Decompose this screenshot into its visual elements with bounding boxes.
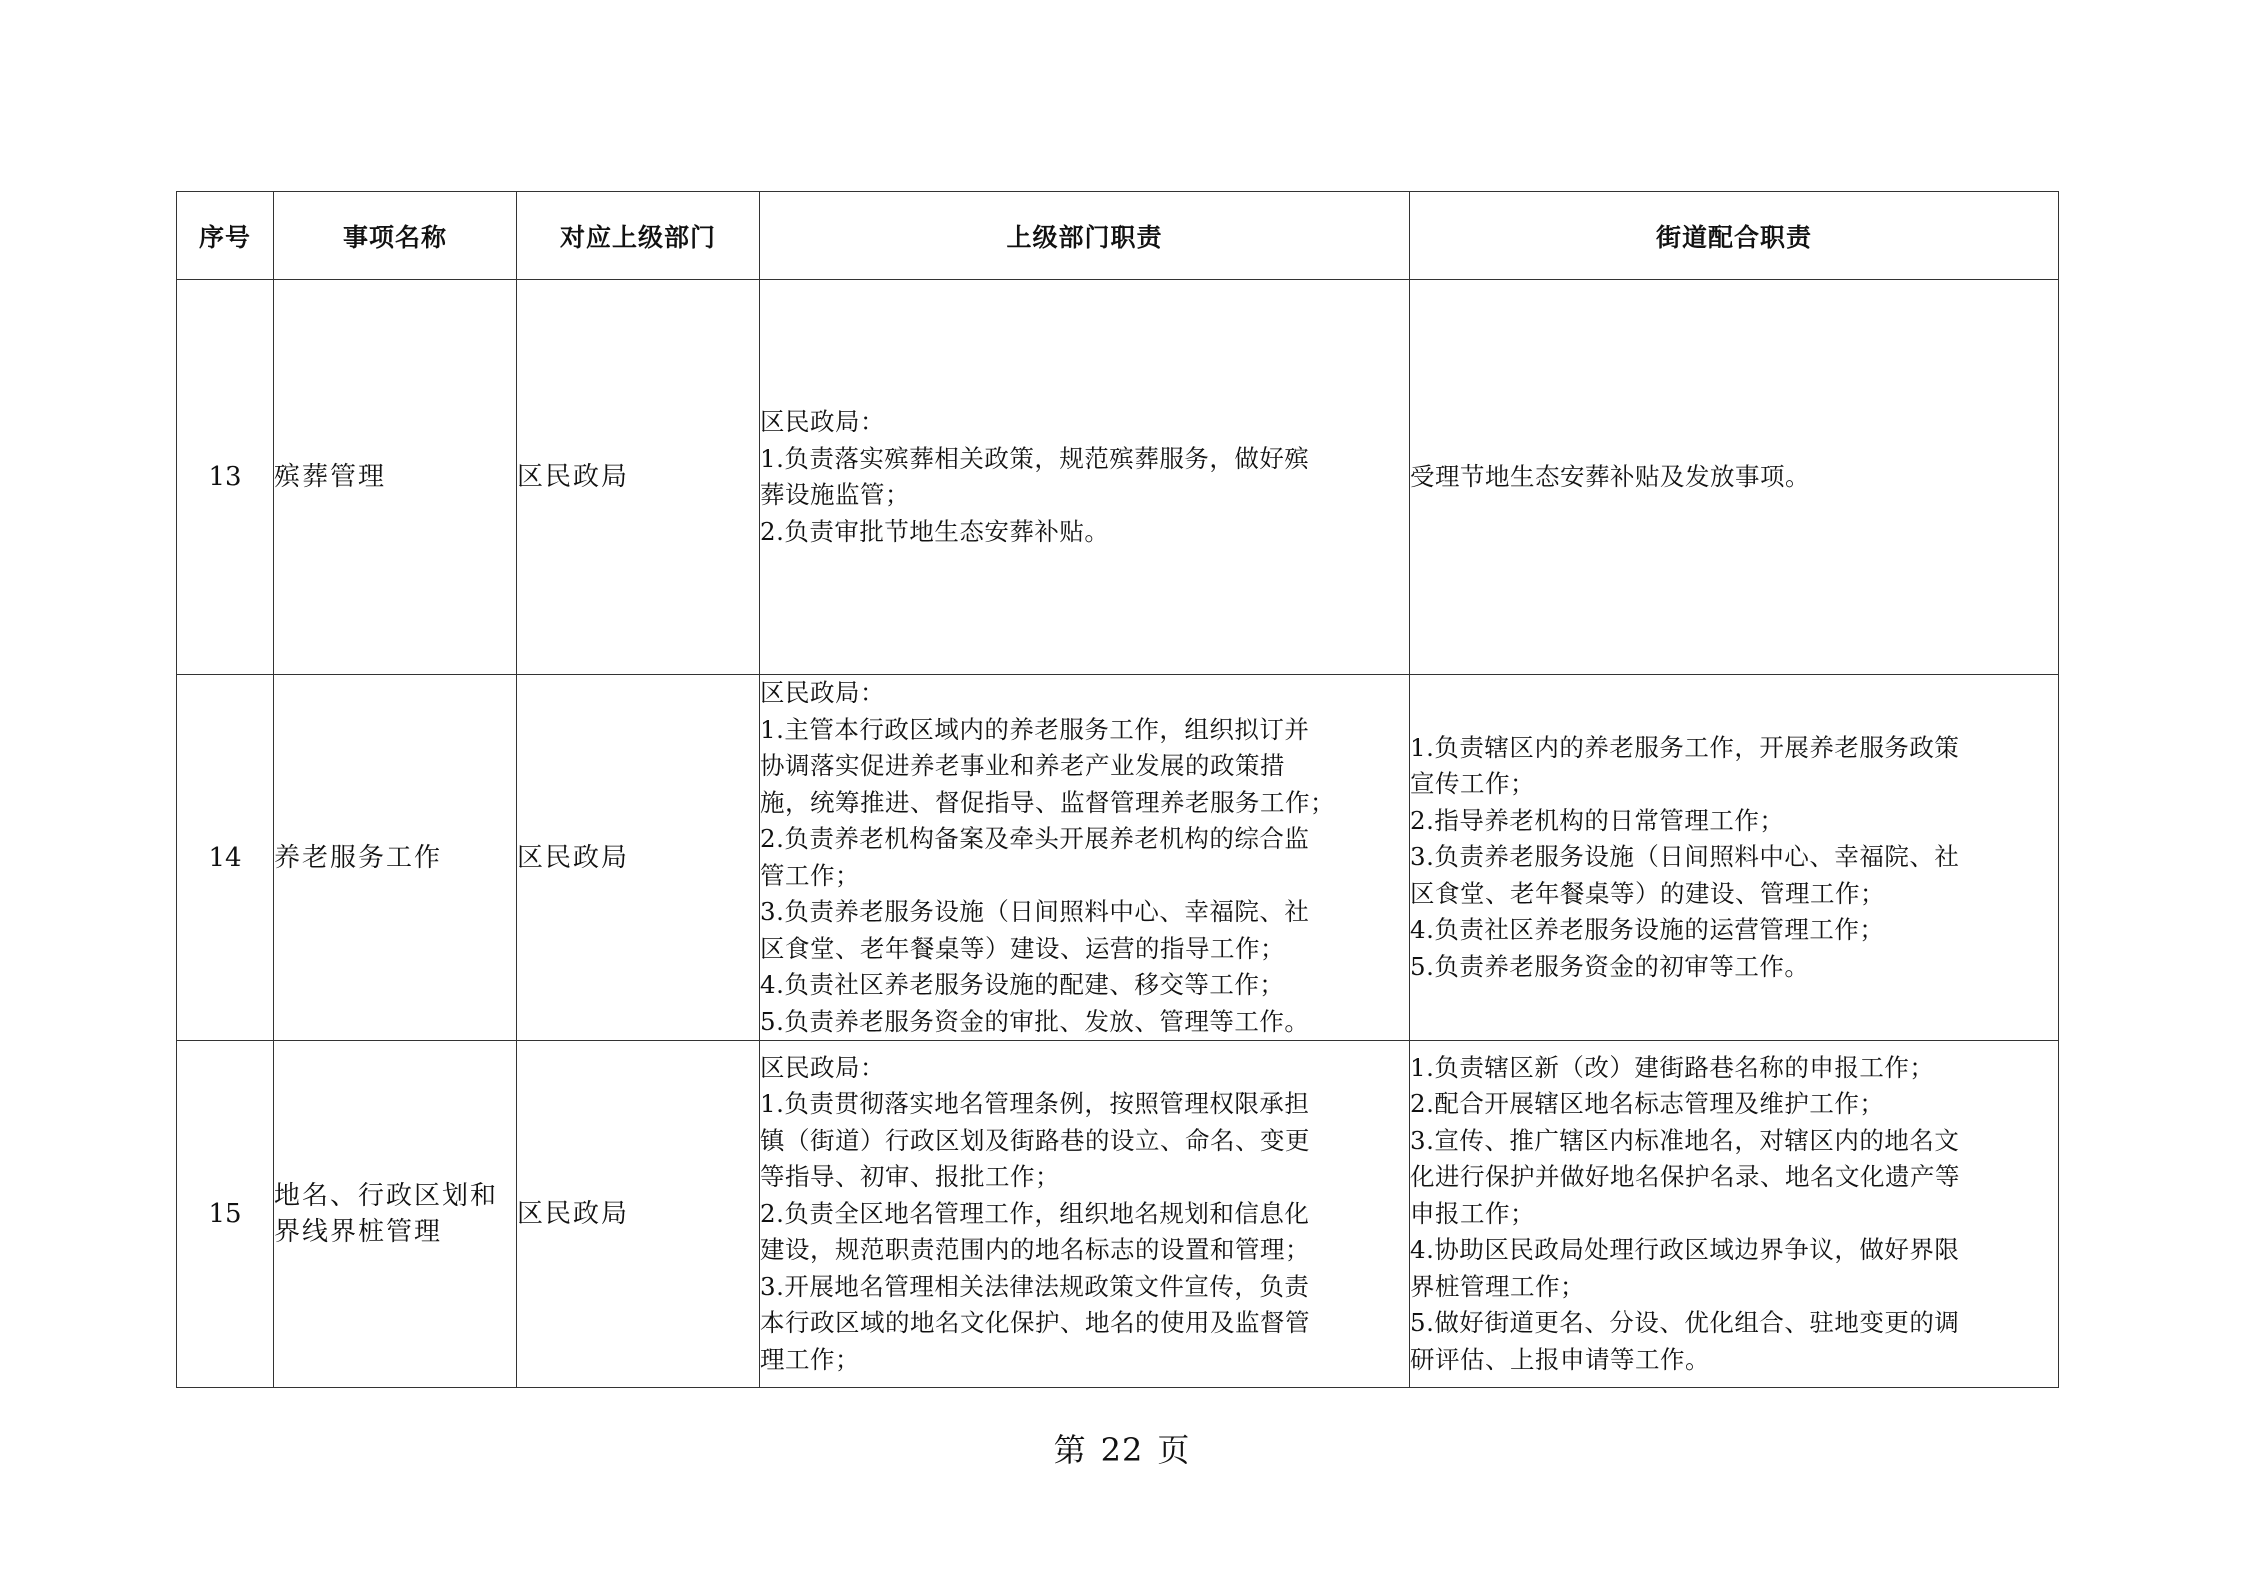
header-seq: 序号	[177, 192, 274, 280]
duty-line: 受理节地生态安葬补贴及发放事项。	[1410, 461, 1810, 491]
duty-line: 4.协助区民政局处理行政区域边界争议，做好界限	[1410, 1235, 1960, 1265]
header-item-name: 事项名称	[274, 192, 517, 280]
table-row	[177, 1041, 2059, 1388]
row-upper-dept: 区民政局	[517, 1041, 760, 1388]
header-upper-dept: 对应上级部门	[517, 192, 760, 280]
duty-line: 3.负责养老服务设施（日间照料中心、幸福院、社	[760, 897, 1310, 926]
duty-line: 研评估、上报申请等工作。	[1410, 1344, 1710, 1374]
duty-line: 3.负责养老服务设施（日间照料中心、幸福院、社	[1410, 842, 1960, 872]
row-street-duties	[1410, 280, 2059, 675]
duty-line: 3.开展地名管理相关法律法规政策文件宣传，负责	[760, 1271, 1310, 1301]
duty-line: 1.负责落实殡葬相关政策，规范殡葬服务，做好殡	[760, 443, 1310, 473]
duty-line: 区民政局：	[760, 1052, 885, 1082]
page-number-footer	[0, 1425, 2244, 1471]
row-street-duties	[1410, 675, 2059, 1041]
duty-line: 4.负责社区养老服务设施的配建、移交等工作；	[760, 970, 1285, 999]
duty-line: 协调落实促进养老事业和养老产业发展的政策措	[760, 751, 1285, 780]
duty-line: 5.做好街道更名、分设、优化组合、驻地变更的调	[1410, 1308, 1960, 1338]
duty-line: 申报工作；	[1410, 1198, 1535, 1228]
row-upper-duties	[760, 1041, 1410, 1388]
page-prefix: 第	[1053, 1431, 1087, 1469]
item-name-line: 地名、行政区划和	[274, 1181, 499, 1211]
header-upper-duties: 上级部门职责	[760, 192, 1410, 280]
duty-line: 区食堂、老年餐桌等）建设、运营的指导工作；	[760, 933, 1285, 963]
duty-line: 2.负责审批节地生态安葬补贴。	[760, 516, 1110, 546]
row-item-name: 殡葬管理	[274, 280, 517, 675]
duty-table	[176, 191, 2059, 1388]
duty-line: 宣传工作；	[1410, 769, 1535, 799]
duty-line: 本行政区域的地名文化保护、地名的使用及监督管	[760, 1308, 1310, 1338]
duty-line: 化进行保护并做好地名保护名录、地名文化遗产等	[1410, 1162, 1960, 1192]
duty-line: 1.负责贯彻落实地名管理条例，按照管理权限承担	[760, 1089, 1310, 1119]
duty-line: 葬设施监管；	[760, 480, 910, 509]
duty-line: 2.负责养老机构备案及牵头开展养老机构的综合监	[760, 824, 1310, 853]
row-item-name: 养老服务工作	[274, 675, 517, 1041]
row-upper-dept: 区民政局	[517, 675, 760, 1041]
duty-line: 镇（街道）行政区划及街路巷的设立、命名、变更	[760, 1125, 1310, 1155]
duty-line: 区民政局：	[760, 678, 885, 707]
row-seq: 14	[177, 675, 274, 1041]
duty-line: 5.负责养老服务资金的初审等工作。	[1410, 951, 1810, 981]
duty-line: 区民政局：	[760, 407, 885, 436]
table-row	[177, 280, 2059, 675]
page-suffix: 页	[1157, 1431, 1191, 1469]
duty-line: 建设，规范职责范围内的地名标志的设置和管理；	[760, 1235, 1310, 1265]
duty-line: 1.负责辖区内的养老服务工作，开展养老服务政策	[1410, 732, 1960, 762]
duty-line: 2.负责全区地名管理工作，组织地名规划和信息化	[760, 1198, 1310, 1228]
row-item-name	[274, 1041, 517, 1388]
row-upper-dept: 区民政局	[517, 280, 760, 675]
duty-line: 施，统筹推进、督促指导、监督管理养老服务工作；	[760, 787, 1335, 817]
duty-line: 2.配合开展辖区地名标志管理及维护工作；	[1410, 1089, 1885, 1119]
duty-line: 1.负责辖区新（改）建街路巷名称的申报工作；	[1410, 1052, 1935, 1082]
header-street-duties: 街道配合职责	[1410, 192, 2059, 280]
table-row	[177, 675, 2059, 1041]
duty-line: 3.宣传、推广辖区内标准地名，对辖区内的地名文	[1410, 1125, 1960, 1155]
row-seq: 13	[177, 280, 274, 675]
row-seq: 15	[177, 1041, 274, 1388]
row-street-duties	[1410, 1041, 2059, 1388]
duty-line: 等指导、初审、报批工作；	[760, 1162, 1060, 1192]
row-upper-duties	[760, 280, 1410, 675]
table-header-row	[177, 192, 2059, 280]
duty-line: 管工作；	[760, 860, 860, 890]
page-number: 22	[1100, 1431, 1144, 1469]
duty-line: 1.主管本行政区域内的养老服务工作，组织拟订并	[760, 714, 1310, 744]
duty-line: 理工作；	[760, 1344, 860, 1374]
duty-line: 界桩管理工作；	[1410, 1271, 1585, 1301]
duty-line: 4.负责社区养老服务设施的运营管理工作；	[1410, 915, 1885, 945]
duty-line: 2.指导养老机构的日常管理工作；	[1410, 805, 1785, 835]
duty-line: 区食堂、老年餐桌等）的建设、管理工作；	[1410, 878, 1885, 908]
item-name-line: 界线界桩管理	[274, 1217, 443, 1247]
row-upper-duties	[760, 675, 1410, 1041]
duty-line: 5.负责养老服务资金的审批、发放、管理等工作。	[760, 1006, 1310, 1036]
